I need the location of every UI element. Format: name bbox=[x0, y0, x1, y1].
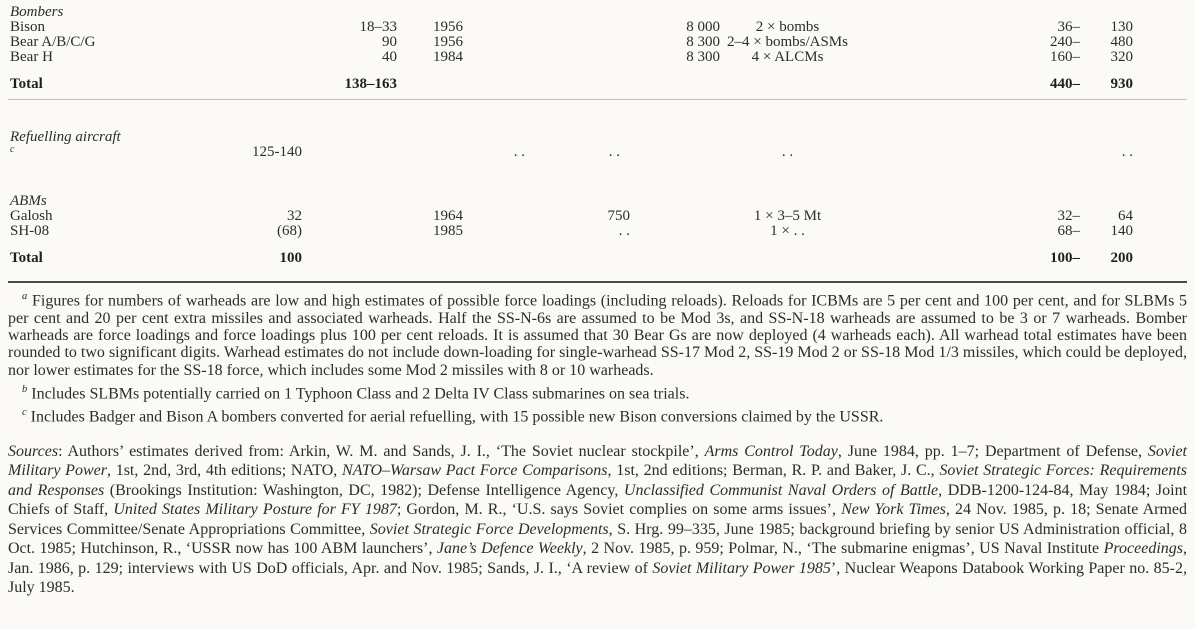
source-segment: NATO–Warsaw Pact Force Comparisons bbox=[342, 462, 608, 480]
cell-name: Bear A/B/C/G bbox=[10, 34, 96, 50]
footnote-text: Figures for numbers of warheads are low and high estimates of possible force loadings (including reloads). Reloads for ICBMs are 5 per cent and 100 per cent, and for SLBMs 5 per cent and 20 per cent extra missiles and associated warheads. Half the SS-N-6s are assumed to be Mod 3s, and SS-N-18 warheads are assumed to be 3 or 7 warheads. Bomber warheads are force loadings and force loadings plus 100 per cent reloads. It is assumed that 30 Bear Gs are now deployed (4 warheads each). All warhead total estimates have been rounded to two significant digits. Warhead estimates do not include down-loading for single-warhead SS-17 Mod 2, SS-19 Mod 2 or SS-18 Mod 1/3 missiles, which could be deployed, nor lower estimates for the SS-18 force, which includes some Mod 2 missiles with 8 or 10 warheads. bbox=[8, 292, 1188, 379]
cell-low: 240– bbox=[1050, 34, 1080, 50]
section-refuelling-aircraft bbox=[8, 130, 1187, 160]
footnote-text: Includes Badger and Bison A bombers converted for aerial refuelling, with 15 possible new Bison conversions claimed by the USSR. bbox=[30, 408, 884, 426]
source-segment: , June 1984, pp. 1–7; Department of Defense, bbox=[837, 443, 1148, 461]
cell-high: 64 bbox=[1118, 208, 1133, 224]
source-segment: United States Military Posture for FY 1987 bbox=[113, 501, 397, 519]
cell-warheads: 1 × . . bbox=[770, 223, 805, 239]
cell-total-low: 100– bbox=[1050, 250, 1080, 266]
section-header-row bbox=[8, 194, 1187, 209]
cell-high: 480 bbox=[1110, 34, 1133, 50]
source-segment: New York Times bbox=[841, 501, 946, 519]
table-section-rule bbox=[8, 99, 1187, 100]
cell-low: 36– bbox=[1057, 19, 1080, 35]
section-header-row bbox=[8, 130, 1187, 145]
source-segment: , DDB-1200-124-84, May 1984; Joint Chiefs of Staff, bbox=[8, 481, 1188, 519]
table-row bbox=[8, 224, 1187, 239]
source-segment: , 2 Nov. 1985, p. 959; Polmar, N., ‘The submarine enigmas’, US Naval Institute bbox=[582, 540, 1104, 558]
cell-range: 8 300 bbox=[686, 49, 720, 65]
section-abms bbox=[8, 194, 1187, 266]
table-row bbox=[8, 35, 1187, 50]
table-row bbox=[8, 145, 1187, 160]
cell-total-number: 138–163 bbox=[344, 76, 397, 92]
cell-range: . . bbox=[608, 144, 620, 160]
footnote-marker: c bbox=[10, 144, 15, 155]
source-segment: , S. Hrg. 99–335, June 1985; background briefing by senior US Administration official, 8 Oct. 1985; Hutchinson, R., ‘USSR now has 100 ABM launchers’, bbox=[8, 520, 1187, 558]
source-segment: : Authors’ estimates derived from: Arkin, W. M. and Sands, J. I., ‘The Soviet nuclear stockpile’, bbox=[58, 443, 705, 461]
cell-name: Galosh bbox=[10, 208, 53, 224]
cell-high: 130 bbox=[1110, 19, 1133, 35]
source-segment: Jane’s Defence Weekly bbox=[436, 540, 583, 558]
cell-number: 125-140 bbox=[252, 144, 302, 160]
footnote-c bbox=[8, 404, 1187, 426]
cell-warheads: 2 × bombs bbox=[755, 19, 820, 35]
source-segment: Soviet Strategic Force Developments bbox=[369, 520, 609, 538]
cell-warheads: 2–4 × bombs/ASMs bbox=[727, 34, 848, 50]
sources-paragraph bbox=[8, 442, 1187, 597]
cell-warheads: 1 × 3–5 Mt bbox=[753, 208, 822, 224]
source-segment: Sources bbox=[8, 443, 59, 461]
cell-year: 1956 bbox=[433, 19, 463, 35]
source-segment: Soviet Military Power bbox=[8, 443, 1187, 480]
cell-total-low: 440– bbox=[1050, 76, 1080, 92]
cell-year: 1985 bbox=[433, 223, 463, 239]
total-row bbox=[8, 77, 1187, 92]
footnotes bbox=[8, 288, 1187, 426]
section-header: Refuelling aircraft bbox=[10, 129, 121, 145]
cell-high: 140 bbox=[1110, 223, 1133, 239]
cell-high: 320 bbox=[1110, 49, 1133, 65]
cell-low: 160– bbox=[1050, 49, 1080, 65]
cell-number: 40 bbox=[382, 49, 397, 65]
cell-name: SH-08 bbox=[10, 223, 50, 239]
cell-name: Bear H bbox=[10, 49, 53, 65]
cell-warheads: . . bbox=[781, 144, 794, 160]
footnote-b bbox=[8, 381, 1187, 403]
cell-year: 1964 bbox=[433, 208, 463, 224]
total-row bbox=[8, 251, 1187, 266]
section-header: Bombers bbox=[10, 4, 64, 20]
source-segment: ; Gordon, M. R., ‘U.S. says Soviet complies on some arms issues’, bbox=[396, 501, 842, 519]
section-header: ABMs bbox=[10, 193, 47, 209]
cell-year: . . bbox=[513, 144, 525, 160]
cell-low: 68– bbox=[1057, 223, 1080, 239]
footnote-a bbox=[8, 288, 1187, 379]
source-segment: Arms Control Today bbox=[704, 443, 838, 461]
cell-year: 1956 bbox=[433, 34, 463, 50]
cell-total-label: Total bbox=[10, 76, 43, 92]
source-segment: (Brookings Institution: Washington, DC, 1982); Defense Intelligence Agency, bbox=[104, 481, 624, 499]
source-segment: ’, Nuclear Weapons Databook Working Paper no. 85-2, July 1985. bbox=[8, 559, 1188, 596]
section-header-row bbox=[8, 5, 1187, 20]
cell-range: . . bbox=[618, 223, 630, 239]
table-row bbox=[8, 50, 1187, 65]
cell-low: 32– bbox=[1057, 208, 1080, 224]
forces-table bbox=[8, 0, 1187, 283]
cell-range: 750 bbox=[607, 208, 630, 224]
cell-total-high: 930 bbox=[1110, 76, 1133, 92]
cell-range: 8 000 bbox=[686, 19, 720, 35]
cell-high: . . bbox=[1121, 144, 1133, 160]
source-segment: , 1st, 2nd, 3rd, 4th editions; NATO, bbox=[106, 462, 343, 480]
source-segment: Proceedings bbox=[1103, 540, 1184, 558]
source-segment: , 24 Nov. 1985, p. 18; Senate Armed Services Committee/Senate Appropriations Committee, bbox=[8, 501, 1187, 538]
cell-name: Bison bbox=[10, 19, 46, 35]
footnote-marker: c bbox=[22, 407, 27, 419]
cell-number: (68) bbox=[277, 223, 302, 239]
cell-range: 8 300 bbox=[686, 34, 720, 50]
source-segment: , 1st, 2nd editions; Berman, R. P. and Baker, J. C., bbox=[607, 462, 940, 480]
table-row bbox=[8, 209, 1187, 224]
table-row bbox=[8, 20, 1187, 35]
source-segment: Unclassified Communist Naval Orders of Battle bbox=[623, 481, 939, 499]
cell-number: 18–33 bbox=[359, 19, 397, 35]
cell-total-high: 200 bbox=[1110, 250, 1133, 266]
footnote-marker: a bbox=[22, 291, 28, 302]
cell-total-label: Total bbox=[10, 250, 43, 266]
source-segment: Soviet Strategic Forces: Requirements and Responses bbox=[8, 462, 1187, 499]
cell-number: 32 bbox=[287, 208, 302, 224]
source-segment: , Jan. 1986, p. 129; interviews with US DoD officials, Apr. and Nov. 1985; Sands, J. I., ‘A review of bbox=[8, 540, 1188, 577]
cell-year: 1984 bbox=[433, 49, 463, 65]
source-segment: Soviet Military Power 1985 bbox=[652, 559, 831, 577]
section-bombers bbox=[8, 5, 1187, 92]
table-bottom-rule bbox=[8, 281, 1187, 283]
footnote-marker: b bbox=[22, 383, 28, 395]
cell-warheads: 4 × ALCMs bbox=[751, 49, 824, 65]
cell-total-number: 100 bbox=[279, 250, 302, 266]
footnote-text: Includes SLBMs potentially carried on 1 Typhoon Class and 2 Delta IV Class submarines on sea trials. bbox=[31, 385, 690, 403]
cell-number: 90 bbox=[382, 34, 397, 50]
